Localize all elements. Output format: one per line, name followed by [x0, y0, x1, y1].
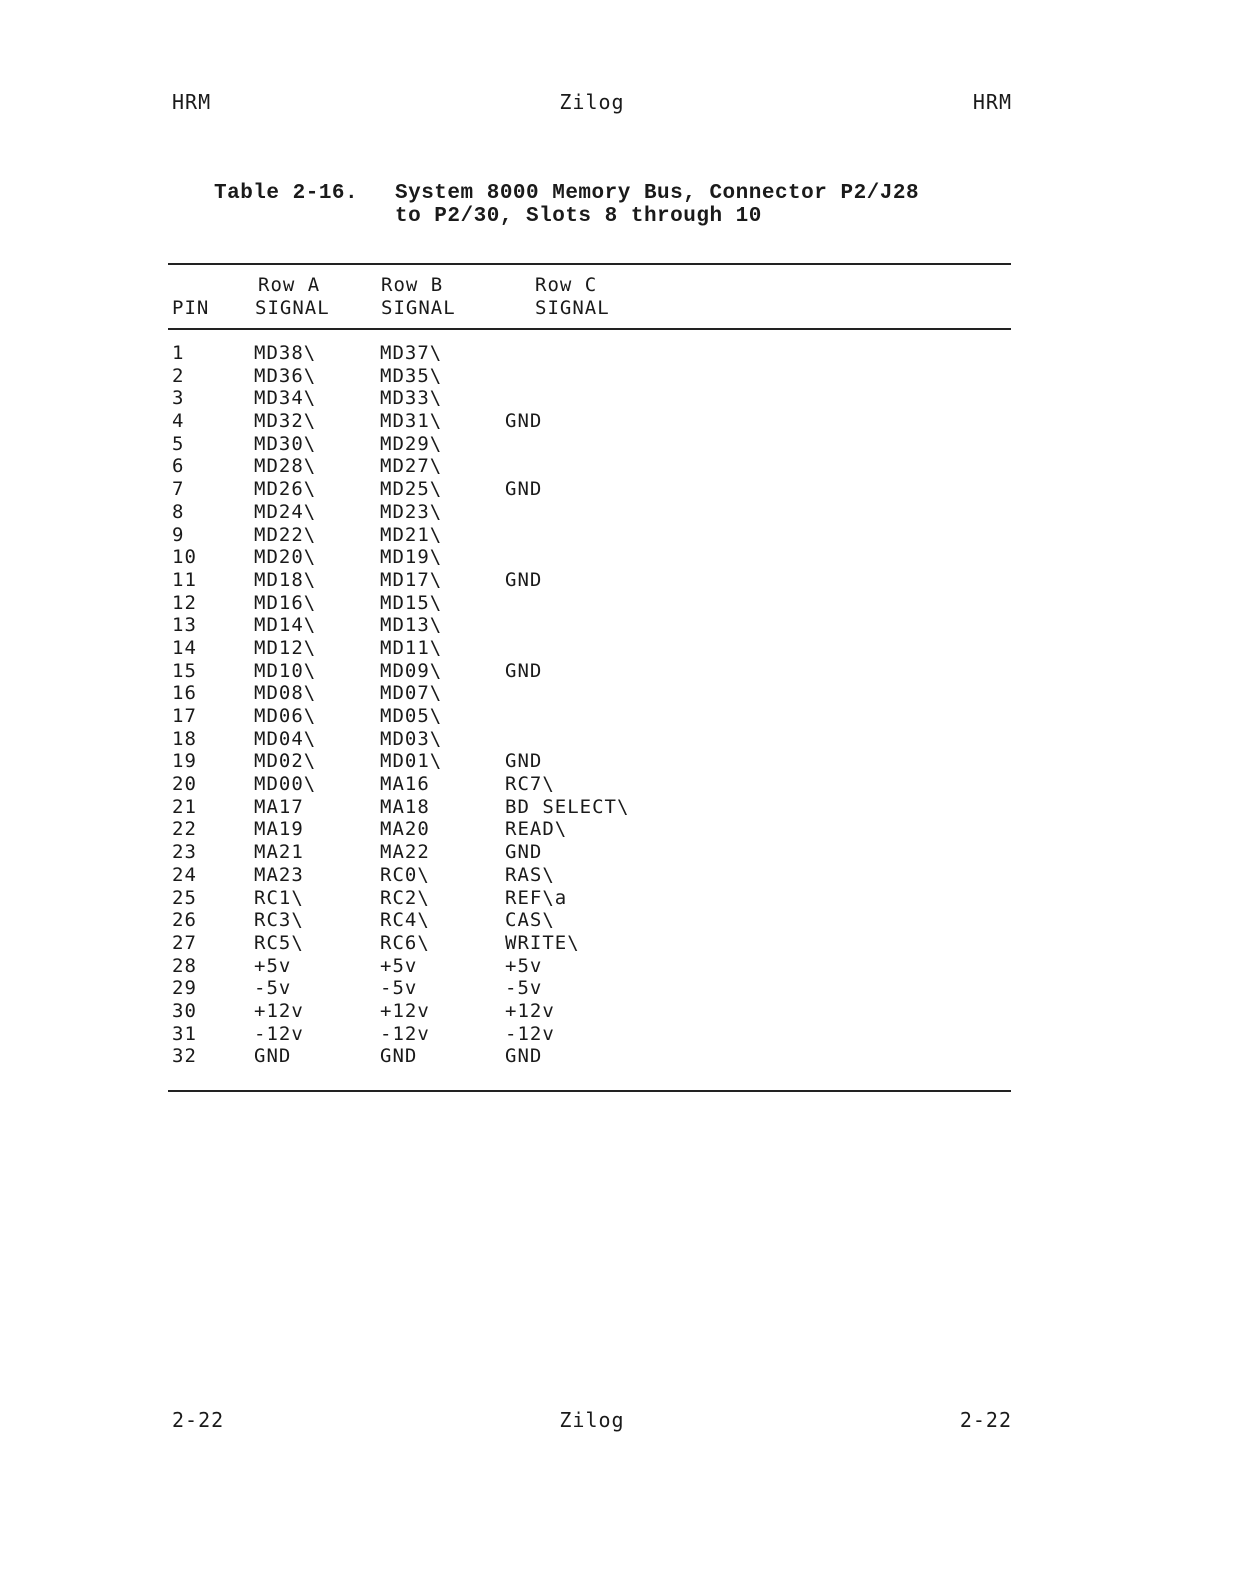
- table-number: Table 2-16.: [214, 182, 359, 205]
- column-header-row-c: [535, 274, 610, 320]
- row-a-signal: MD02\: [254, 750, 317, 773]
- pin-number: 8: [172, 500, 185, 523]
- table-row: [172, 365, 872, 388]
- row-b-signal: MD27\: [380, 455, 443, 478]
- column-header-row-a-label: Row A: [258, 274, 321, 296]
- row-c-signal: GND: [505, 478, 543, 501]
- row-c-signal: RAS\: [505, 863, 555, 886]
- row-b-signal: +12v: [380, 999, 430, 1022]
- row-a-signal: MD08\: [254, 682, 317, 705]
- table-top-rule: [168, 263, 1011, 265]
- row-a-signal: MD24\: [254, 500, 317, 523]
- row-b-signal: MA16: [380, 773, 430, 796]
- column-header-pin-label: PIN: [172, 297, 210, 319]
- header-left: HRM: [172, 90, 212, 114]
- table-row: [172, 592, 872, 615]
- row-b-signal: MD05\: [380, 705, 443, 727]
- row-b-signal: MD13\: [380, 614, 443, 637]
- table-row: [172, 501, 872, 524]
- row-b-signal: MD01\: [380, 750, 443, 773]
- pin-number: 26: [172, 909, 197, 932]
- pin-number: 9: [172, 523, 185, 546]
- pin-number: 31: [172, 1022, 197, 1045]
- row-b-signal: MD09\: [380, 659, 443, 682]
- pin-number: 18: [172, 727, 197, 750]
- pin-number: 22: [172, 818, 197, 841]
- row-a-signal: MD14\: [254, 614, 317, 637]
- table-title-line-1: System 8000 Memory Bus, Connector P2/J28: [395, 182, 920, 205]
- table-row: [172, 864, 872, 887]
- pin-number: 16: [172, 682, 197, 705]
- row-c-signal: CAS\: [505, 909, 555, 932]
- row-a-signal: MD36\: [254, 364, 317, 387]
- pin-number: 30: [172, 999, 197, 1022]
- column-header-row-a-signal: SIGNAL: [255, 297, 330, 319]
- row-a-signal: MD28\: [254, 455, 317, 478]
- row-a-signal: MD20\: [254, 546, 317, 569]
- table-row: [172, 750, 872, 773]
- table-row: [172, 614, 872, 637]
- pin-number: 15: [172, 659, 197, 682]
- table-title-line-2: to P2/30, Slots 8 through 10: [395, 205, 762, 228]
- row-a-signal: +5v: [254, 954, 292, 977]
- row-a-signal: MD32\: [254, 410, 317, 433]
- row-c-signal: REF\a: [505, 886, 568, 909]
- row-c-signal: GND: [505, 659, 543, 682]
- row-b-signal: MA20: [380, 818, 430, 841]
- page-footer: [172, 1408, 1012, 1438]
- pin-number: 24: [172, 863, 197, 886]
- table-row: [172, 387, 872, 410]
- row-b-signal: MD31\: [380, 410, 443, 433]
- pin-number: 2: [172, 364, 185, 387]
- pin-number: 14: [172, 636, 197, 659]
- table-row: [172, 705, 872, 728]
- pin-number: 21: [172, 795, 197, 818]
- row-b-signal: +5v: [380, 954, 418, 977]
- row-a-signal: MD30\: [254, 432, 317, 455]
- pin-number: 1: [172, 342, 185, 364]
- table-header-rule: [168, 328, 1011, 330]
- table-row: [172, 546, 872, 569]
- column-header-pin: [172, 297, 209, 320]
- footer-page-number-left: 2-22: [172, 1408, 225, 1432]
- row-b-signal: MD19\: [380, 546, 443, 569]
- row-a-signal: MD34\: [254, 387, 317, 410]
- table-row: [172, 342, 872, 365]
- column-header-row-c-label: Row C: [535, 274, 598, 296]
- pin-number: 20: [172, 773, 197, 796]
- row-a-signal: MD18\: [254, 568, 317, 591]
- pin-number: 17: [172, 705, 197, 727]
- row-c-signal: +12v: [505, 999, 555, 1022]
- pin-number: 32: [172, 1045, 197, 1068]
- row-a-signal: MD00\: [254, 773, 317, 796]
- table-row: [172, 1045, 872, 1068]
- row-c-signal: -5v: [505, 977, 543, 1000]
- pin-number: 4: [172, 410, 185, 433]
- row-b-signal: -12v: [380, 1022, 430, 1045]
- pin-number: 7: [172, 478, 185, 501]
- pin-number: 12: [172, 591, 197, 614]
- row-b-signal: RC2\: [380, 886, 430, 909]
- column-header-row-c-signal: SIGNAL: [535, 297, 610, 319]
- row-b-signal: MD21\: [380, 523, 443, 546]
- row-a-signal: RC5\: [254, 931, 304, 954]
- pin-number: 28: [172, 954, 197, 977]
- row-c-signal: GND: [505, 410, 543, 433]
- row-a-signal: -5v: [254, 977, 292, 1000]
- table-row: [172, 1000, 872, 1023]
- table-row: [172, 455, 872, 478]
- table-row: [172, 433, 872, 456]
- pin-number: 27: [172, 931, 197, 954]
- table-row: [172, 410, 872, 433]
- table-row: [172, 796, 872, 819]
- footer-page-number-right: 2-22: [959, 1408, 1012, 1432]
- row-a-signal: MD16\: [254, 591, 317, 614]
- row-b-signal: -5v: [380, 977, 418, 1000]
- pin-number: 13: [172, 614, 197, 637]
- row-b-signal: MD25\: [380, 478, 443, 501]
- row-b-signal: MA22: [380, 841, 430, 864]
- table-row: [172, 569, 872, 592]
- table-row: [172, 909, 872, 932]
- row-c-signal: GND: [505, 1045, 543, 1068]
- row-a-signal: MD26\: [254, 478, 317, 501]
- row-b-signal: MA18: [380, 795, 430, 818]
- table-row: [172, 977, 872, 1000]
- row-a-signal: MD10\: [254, 659, 317, 682]
- row-b-signal: MD03\: [380, 727, 443, 750]
- table-row: [172, 841, 872, 864]
- row-c-signal: GND: [505, 568, 543, 591]
- pin-number: 29: [172, 977, 197, 1000]
- row-b-signal: MD35\: [380, 364, 443, 387]
- pin-number: 6: [172, 455, 185, 478]
- table-row: [172, 524, 872, 547]
- pin-number: 11: [172, 568, 197, 591]
- row-a-signal: MD12\: [254, 636, 317, 659]
- row-b-signal: MD37\: [380, 342, 443, 364]
- row-b-signal: GND: [380, 1045, 418, 1068]
- row-c-signal: RC7\: [505, 773, 555, 796]
- row-a-signal: MD38\: [254, 342, 317, 364]
- row-a-signal: MD22\: [254, 523, 317, 546]
- page-header: [172, 90, 1012, 120]
- row-b-signal: MD29\: [380, 432, 443, 455]
- row-b-signal: MD15\: [380, 591, 443, 614]
- column-header-row-b-signal: SIGNAL: [381, 297, 456, 319]
- header-center: Zilog: [559, 90, 625, 114]
- table-row: [172, 887, 872, 910]
- row-c-signal: -12v: [505, 1022, 555, 1045]
- table-row: [172, 818, 872, 841]
- row-b-signal: MD33\: [380, 387, 443, 410]
- row-a-signal: RC3\: [254, 909, 304, 932]
- table-row: [172, 1023, 872, 1046]
- table-row: [172, 478, 872, 501]
- row-c-signal: GND: [505, 750, 543, 773]
- table-row: [172, 955, 872, 978]
- table-row: [172, 728, 872, 751]
- row-a-signal: MA23: [254, 863, 304, 886]
- row-c-signal: BD SELECT\: [505, 795, 630, 818]
- row-a-signal: +12v: [254, 999, 304, 1022]
- row-a-signal: RC1\: [254, 886, 304, 909]
- column-header-row-b-label: Row B: [381, 274, 444, 296]
- row-b-signal: RC4\: [380, 909, 430, 932]
- table-row: [172, 637, 872, 660]
- pin-number: 19: [172, 750, 197, 773]
- pin-number: 3: [172, 387, 185, 410]
- row-b-signal: MD07\: [380, 682, 443, 705]
- table-row: [172, 773, 872, 796]
- row-a-signal: GND: [254, 1045, 292, 1068]
- row-b-signal: MD23\: [380, 500, 443, 523]
- row-a-signal: MD04\: [254, 727, 317, 750]
- table-row: [172, 932, 872, 955]
- row-c-signal: +5v: [505, 954, 543, 977]
- row-a-signal: MA17: [254, 795, 304, 818]
- table-row: [172, 682, 872, 705]
- row-b-signal: RC0\: [380, 863, 430, 886]
- row-a-signal: -12v: [254, 1022, 304, 1045]
- column-header-row-b: [381, 274, 456, 320]
- pin-number: 23: [172, 841, 197, 864]
- table-row: [172, 660, 872, 683]
- footer-center: Zilog: [559, 1408, 625, 1432]
- table-bottom-rule: [168, 1090, 1011, 1092]
- row-c-signal: READ\: [505, 818, 568, 841]
- row-c-signal: WRITE\: [505, 931, 580, 954]
- header-right: HRM: [972, 90, 1012, 114]
- row-b-signal: MD17\: [380, 568, 443, 591]
- row-a-signal: MA19: [254, 818, 304, 841]
- pin-number: 10: [172, 546, 197, 569]
- pin-number: 25: [172, 886, 197, 909]
- row-a-signal: MA21: [254, 841, 304, 864]
- table-title: [395, 182, 995, 228]
- pin-table-body: [172, 342, 872, 1068]
- row-b-signal: RC6\: [380, 931, 430, 954]
- column-header-row-a: [255, 274, 330, 320]
- pin-number: 5: [172, 432, 185, 455]
- row-c-signal: GND: [505, 841, 543, 864]
- row-a-signal: MD06\: [254, 705, 317, 727]
- row-b-signal: MD11\: [380, 636, 443, 659]
